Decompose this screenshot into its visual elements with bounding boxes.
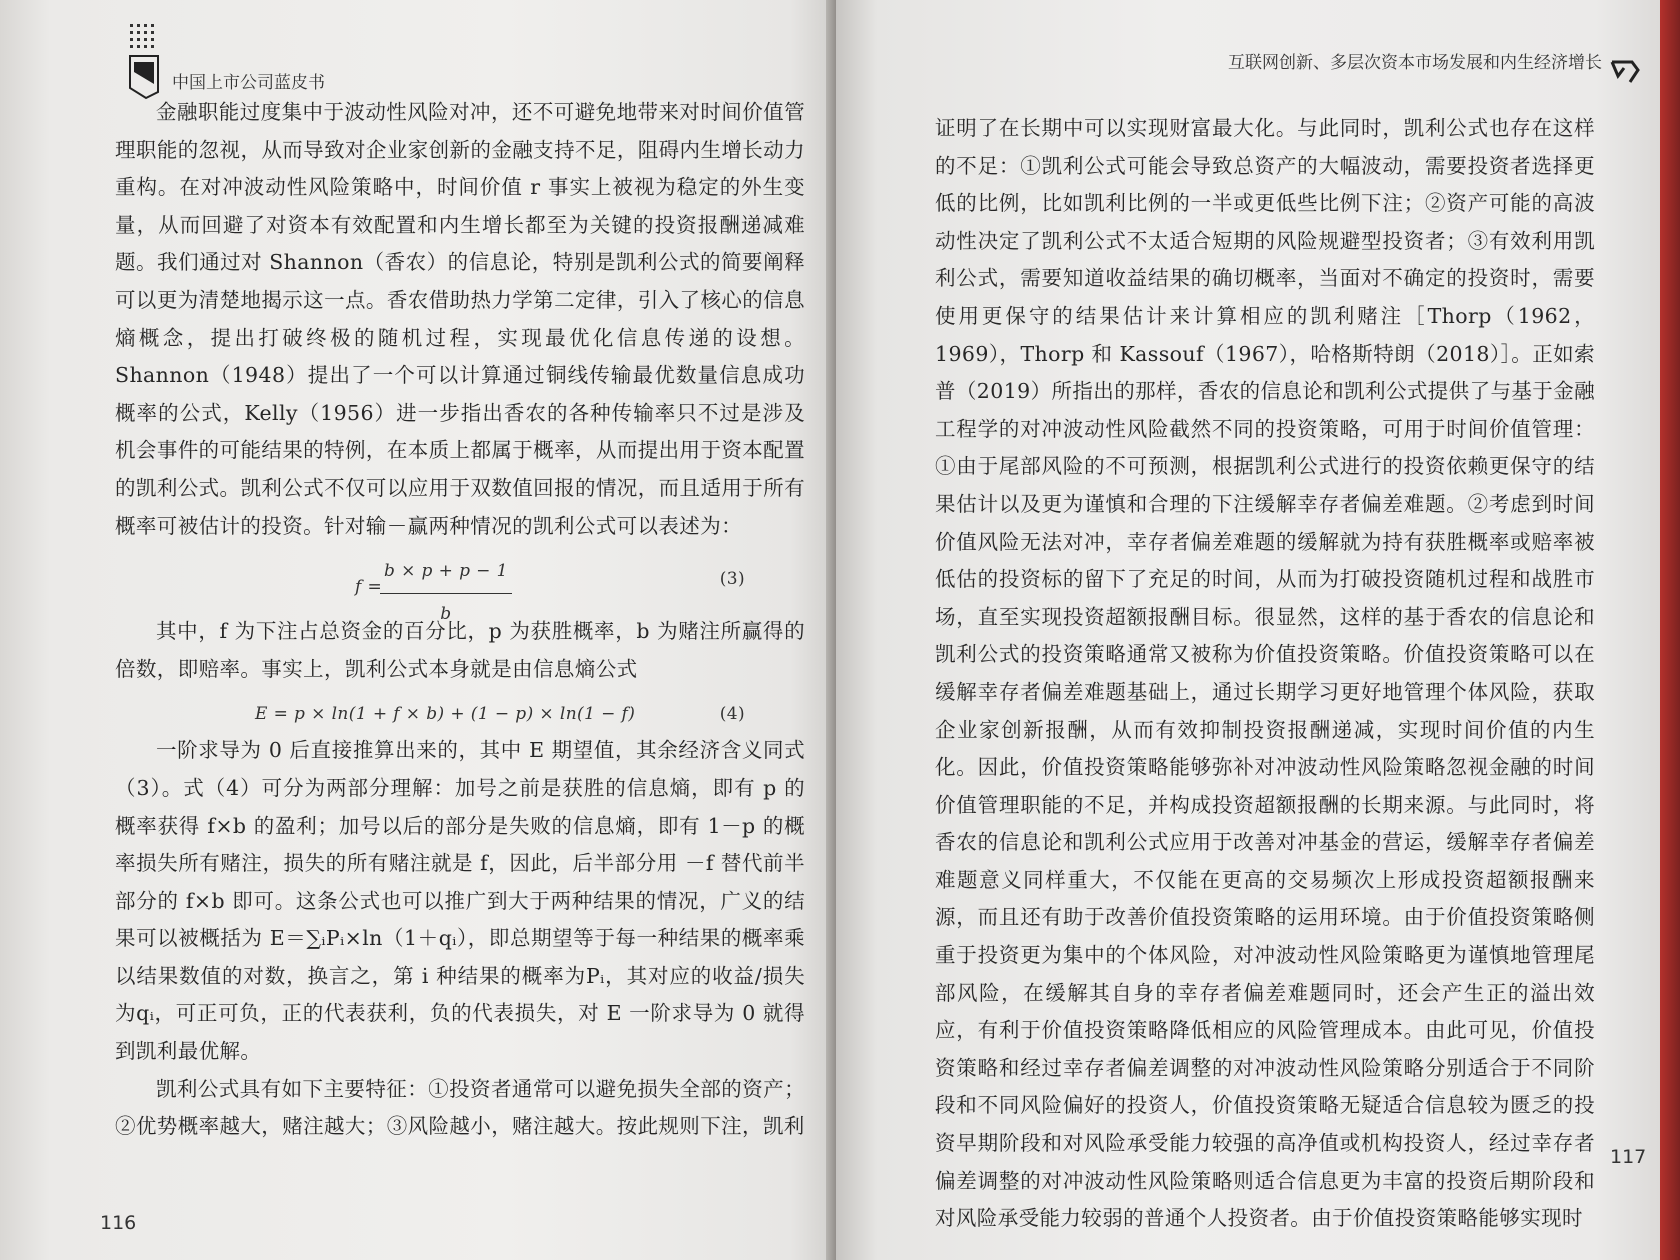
formula-4-expression: E = p × ln(1 + f × b) + (1 − p) × ln(1 − f) [255, 704, 636, 725]
paragraph-kelly-features: 凯利公式具有如下主要特征：①投资者通常可以避免损失全部的资产；②优势概率越大，赌注越大；③风险越小，赌注越大。按此规则下注，凯利 [115, 1076, 805, 1139]
book-edge [1660, 0, 1680, 1260]
page-number-left: 116 [100, 1212, 137, 1234]
chapter-title: 互联网创新、多层次资本市场发展和内生经济增长 [1228, 53, 1602, 73]
right-page [836, 0, 1662, 1260]
book-series-title: 中国上市公司蓝皮书 [172, 73, 325, 93]
formula-3-number: (3) [719, 569, 745, 590]
formula-3-denominator: b [440, 603, 452, 624]
formula-3-numerator: b × p + p − 1 [380, 553, 512, 594]
paragraph-continued: 证明了在长期中可以实现财富最大化。与此同时，凯利公式也存在这样的不足：①凯利公式可能会导致总资产的大幅波动，需要投资者选择更低的比例，比如凯利比例的一半或更低些比例下注；②资产可能的高波动性决定了凯利公式不太适合短期的风险规避型投资者；③有效利用凯利公式，需要知道收益结果的确切概率，当面对不确定的投资时，需要使用更保守的结果估计来计算相应的凯利赌注［Thorp（1962，1969），Thorp 和 Kassouf（1967），哈格斯特朗（2018）］。正如索普（2019）所指出的那样，香农的信息论和凯利公式提供了与基于金融工程学的对冲波动性风险截然不同的投资策略，可用于时间价值管理：①由于尾部风险的不可预测，根据凯利公式进行的投资依赖更保守的结果估计以及更为谨慎和合理的下注缓解幸存者偏差难题。②考虑到时间价值风险无法对冲，幸存者偏差难题的缓解就为持有获胜概率或赔率被低估的投资标的留下了充足的时间，从而为打破投资随机过程和战胜市场，直至实现投资超额报酬目标。很显然，这样的基于香农的信息论和凯利公式的投资策略通常又被称为价值投资策略。价值投资策略可以在缓解幸存者偏差难题基础上，通过长期学习更好地管理个体风险，获取企业家创新报酬，从而有效抑制投资报酬递减，实现时间价值的内生化。因此，价值投资策略能够弥补对冲波动性风险策略忽视金融的时间价值管理职能的不足，并构成投资超额报酬的长期来源。与此同时，将香农的信息论和凯利公式应用于改善对冲基金的营运，缓解幸存者偏差难题意义同样重大，不仅能在更高的交易频次上形成投资超额报酬来源，而且还有助于改善价值投资策略的运用环境。由于价值投资策略侧重于投资更为集中的个体风险，对冲波动性风险策略更为谨慎地管理尾部风险，在缓解其自身的幸存者偏差难题同时，还会产生正的溢出效应，有利于价值投资策略降低相应的风险管理成本。由此可见，价值投资策略和经过幸存者偏差调整的对冲波动性风险策略分别适合于不同阶段和不同风险偏好的投资人，价值投资策略无疑适合信息较为匮乏的投资早期阶段和对风险承受能力较强的高净值或机构投资人，经过幸存者偏差调整的对冲波动性风险策略则适合信息更为丰富的投资后期阶段和对风险承受能力较弱的普通个人投资者。由于价值投资策略能够实现时 [935, 116, 1595, 1231]
formula-4 [115, 688, 805, 732]
paragraph-intro: 金融职能过度集中于波动性风险对冲，还不可避免地带来对时间价值管理职能的忽视，从而导致对企业家创新的金融支持不足，阻碍内生增长动力重构。在对冲波动性风险策略中，时间价值 r 事实上被视为稳定的外生变量，从而回避了对资本有效配置和内生增长都至为关键的投资报酬递减难题。我们通过对 Shannon（香农）的信息论，特别是凯利公式的简要阐释可以更为清楚地揭示这一点。香农借助热力学第二定律，引入了核心的信息熵概念，提出打破终极的随机过程，实现最优化信息传递的设想。Shannon（1948）提出了一个可以计算通过铜线传输最优数量信息成功概率的公式，Kelly（1956）进一步指出香农的各种传输率只不过是涉及机会事件的可能结果的特例，在本质上都属于概率，从而提出用于资本配置的凯利公式。凯利公式不仅可以应用于双数值回报的情况，而且适用于所有概率可被估计的投资。针对输－赢两种情况的凯利公式可以表述为： [115, 100, 805, 538]
return-arrow-icon [1608, 56, 1642, 86]
paragraph-definitions: 其中，f 为下注占总资金的百分比，p 为获胜概率，b 为赌注所赢得的倍数，即赔率。事实上，凯利公式本身就是由信息熵公式 [115, 619, 805, 681]
page-number-right: 117 [1610, 1146, 1647, 1168]
book-logo-icon [128, 22, 164, 100]
left-header [128, 22, 325, 100]
left-body [115, 94, 805, 1146]
formula-3-fraction [380, 553, 512, 633]
formula-3-lhs: f = [355, 577, 383, 598]
paragraph-derivation: 一阶求导为 0 后直接推算出来的，其中 E 期望值，其余经济含义同式（3）。式（4）可分为两部分理解：加号之前是获胜的信息熵，即有 p 的概率获得 f×b 的盈利；加号以后的部分是失败的信息熵，即有 1－p 的概率损失所有赌注，损失的所有赌注就是 f，因此，后半部分用 －f 替代前半部分的 f×b 即可。这条公式也可以推广到大于两种结果的情况，广义的结果可以被概括为 E＝∑ᵢPᵢ×ln（1＋qᵢ），即总期望等于每一种结果的概率乘以结果数值的对数，换言之，第 i 种结果的概率为Pᵢ，其对应的收益/损失为qᵢ，可正可负，正的代表获利，负的代表损失，对 E 一阶求导为 0 就得到凯利最优解。 [115, 738, 805, 1064]
formula-4-number: (4) [719, 704, 745, 725]
right-body [935, 110, 1595, 1238]
formula-3 [115, 545, 805, 624]
